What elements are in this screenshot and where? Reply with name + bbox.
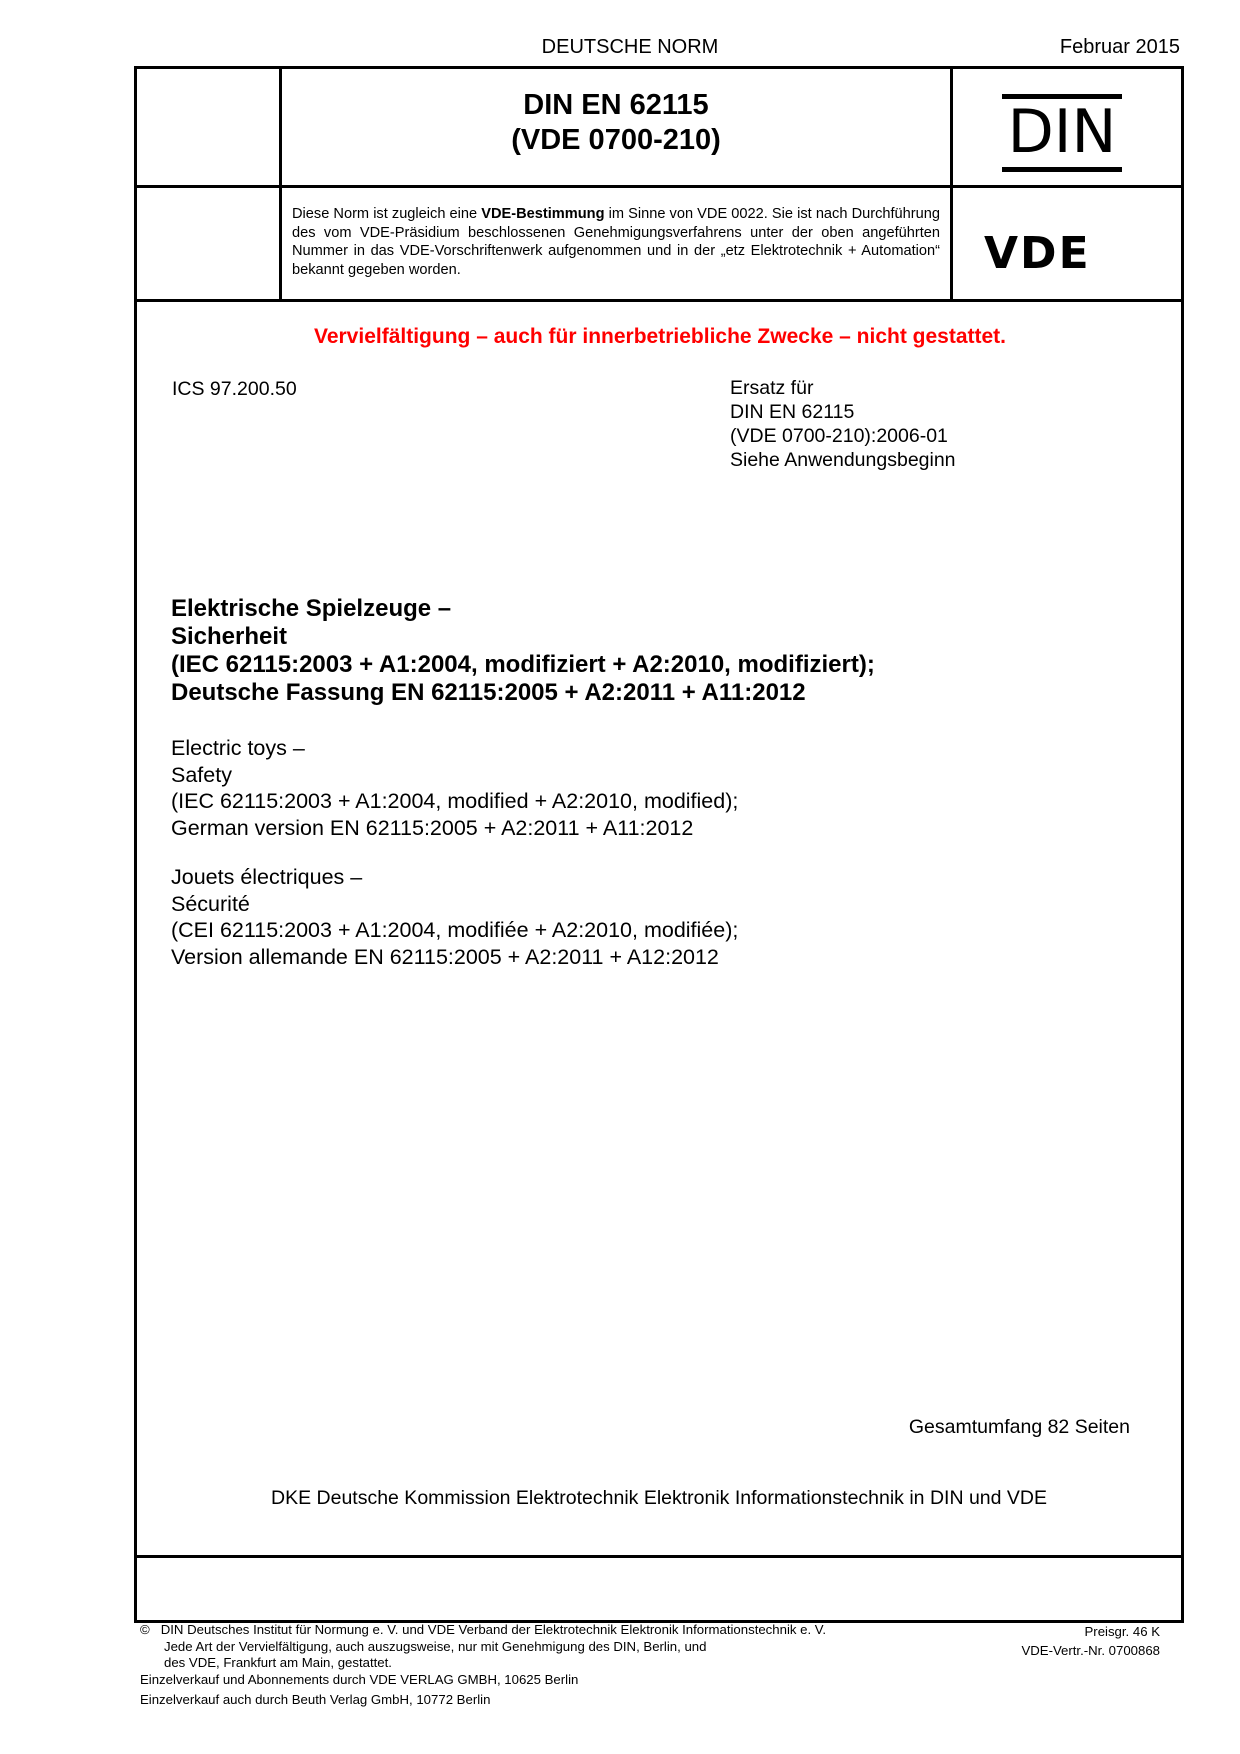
replaces-line: DIN EN 62115 xyxy=(730,401,855,423)
distribution-number: VDE-Vertr.-Nr. 0700868 xyxy=(1021,1643,1160,1658)
vde-logo: VDE xyxy=(984,228,1091,279)
replaces-line: (VDE 0700-210):2006-01 xyxy=(730,425,948,447)
title-line: (IEC 62115:2003 + A1:2004, modified + A2:2010, modified); xyxy=(171,789,739,813)
title-english xyxy=(171,735,738,841)
total-pages: Gesamtumfang 82 Seiten xyxy=(908,1416,1130,1438)
vde-note-bold: VDE-Bestimmung xyxy=(481,206,605,222)
din-logo xyxy=(1002,94,1122,172)
copyright-line: Jede Art der Vervielfältigung, auch auszugsweise, nur mit Genehmigung des DIN, Berlin, und xyxy=(164,1638,707,1654)
title-line: Safety xyxy=(171,762,232,787)
replaces-line: Ersatz für xyxy=(730,377,814,399)
title-line: (IEC 62115:2003 + A1:2004, modifiziert + A2:2010, modifiziert); xyxy=(171,651,875,678)
din-logo-text: DIN xyxy=(1007,97,1117,167)
title-line: Sicherheit xyxy=(171,623,288,650)
copyright-notice xyxy=(140,1622,826,1672)
norm-type-label: DEUTSCHE NORM xyxy=(541,36,719,58)
dke-committee: DKE Deutsche Kommission Elektrotechnik Elektronik Informationstechnik in DIN und VDE xyxy=(271,1487,1047,1509)
replaces-block xyxy=(730,376,956,472)
divider xyxy=(950,66,953,302)
title-line: Sécurité xyxy=(171,891,250,916)
title-line: German version EN 62115:2005 + A2:2011 + A11:2012 xyxy=(171,815,694,840)
vde-note-text: Diese Norm ist zugleich eine xyxy=(292,206,482,222)
standard-number: DIN EN 62115 xyxy=(523,89,709,121)
divider xyxy=(134,299,1184,302)
copyright-symbol: © xyxy=(140,1622,150,1637)
title-line: Elektrische Spielzeuge – xyxy=(171,595,452,622)
publication-date: Februar 2015 xyxy=(1059,36,1180,58)
title-line: Jouets électriques – xyxy=(171,865,363,889)
sales-line: Einzelverkauf und Abonnements durch VDE VERLAG GMBH, 10625 Berlin xyxy=(140,1672,579,1687)
copyright-line: DIN Deutsches Institut für Normung e. V. und VDE Verband der Elektrotechnik Elektronik Informationstechnik e. V. xyxy=(160,1622,827,1637)
title-german xyxy=(171,595,875,707)
sales-line: Einzelverkauf auch durch Beuth Verlag GmbH, 10772 Berlin xyxy=(140,1692,491,1707)
title-french xyxy=(171,864,738,970)
price-group: Preisgr. 46 K xyxy=(1084,1624,1160,1639)
copyright-line: des VDE, Frankfurt am Main, gestattet. xyxy=(164,1655,392,1671)
title-line: Version allemande EN 62115:2005 + A2:2011 + A12:2012 xyxy=(171,944,719,969)
title-line: Electric toys – xyxy=(171,736,305,760)
divider xyxy=(134,1555,1184,1558)
title-line: (CEI 62115:2003 + A1:2004, modifiée + A2:2010, modifiée); xyxy=(171,918,739,942)
copy-warning: Vervielfältigung – auch für innerbetriebliche Zwecke – nicht gestattet. xyxy=(313,325,1006,348)
vde-note-text: im Sinne von VDE 0022. Sie ist nach Durchführung des vom VDE-Präsidium beschlossenen Genehmigungsverfahrens unter der oben angeführten Nummer in das VDE-Vorschriftenwerk aufgenommen und in der „etz Elektrotechnik + Automation“ bekannt gegeben worden. xyxy=(292,206,940,278)
replaces-line: Siehe Anwendungsbeginn xyxy=(730,449,956,471)
vde-regulation-note xyxy=(292,205,940,279)
ics-code: ICS 97.200.50 xyxy=(172,378,297,400)
divider xyxy=(134,185,1184,188)
sales-info xyxy=(140,1670,578,1710)
price-info xyxy=(980,1622,1160,1660)
standard-number-block xyxy=(282,88,950,158)
vde-number: (VDE 0700-210) xyxy=(511,124,721,156)
title-line: Deutsche Fassung EN 62115:2005 + A2:2011 + A11:2012 xyxy=(171,679,806,706)
